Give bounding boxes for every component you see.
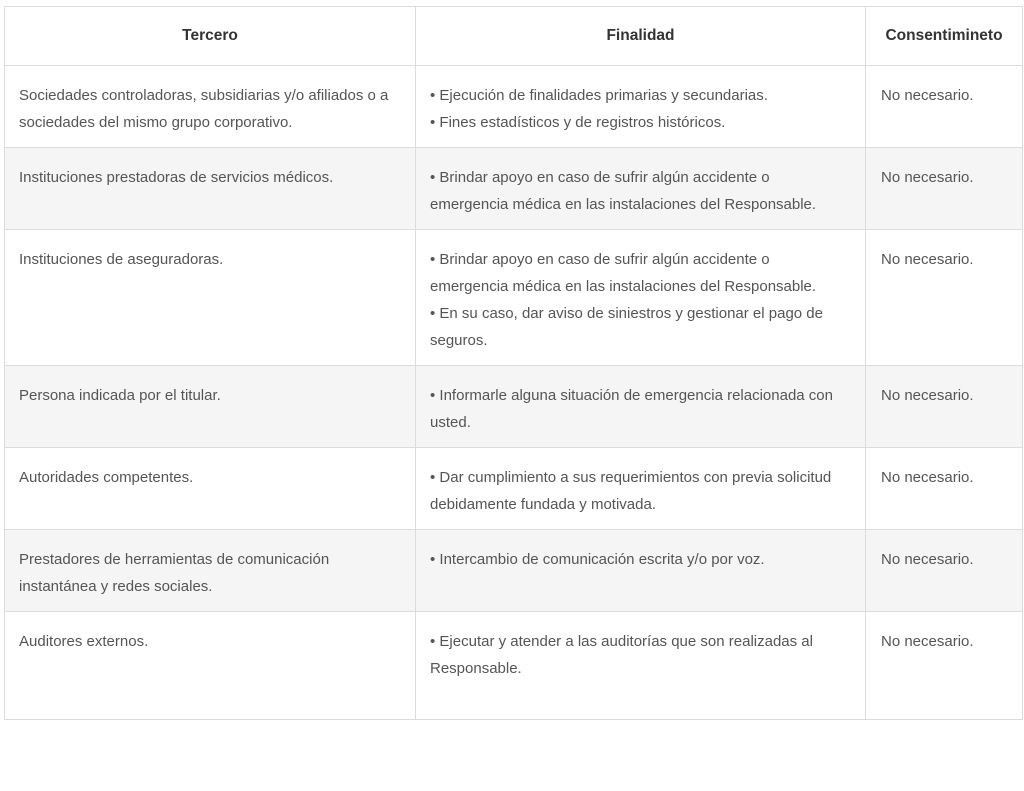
cell-tercero: Autoridades competentes. <box>5 448 416 530</box>
header-tercero: Tercero <box>5 7 416 66</box>
cell-consentimiento: No necesario. <box>866 530 1023 612</box>
cell-finalidad <box>416 448 866 530</box>
cell-tercero: Instituciones de aseguradoras. <box>5 230 416 366</box>
finalidad-item: • Dar cumplimiento a sus requerimientos con previa solicitud debidamente fundada y motivada. <box>430 464 851 518</box>
table-row <box>5 448 1023 530</box>
header-finalidad: Finalidad <box>416 7 866 66</box>
table-row <box>5 530 1023 612</box>
cell-tercero: Instituciones prestadoras de servicios médicos. <box>5 148 416 230</box>
finalidad-item: • Ejecución de finalidades primarias y secundarias. <box>430 82 851 109</box>
cell-consentimiento: No necesario. <box>866 612 1023 720</box>
third-parties-table-container <box>4 6 1022 720</box>
finalidad-item: • Fines estadísticos y de registros históricos. <box>430 109 851 136</box>
header-consentimiento: Consentimineto <box>866 7 1023 66</box>
table-row <box>5 366 1023 448</box>
cell-consentimiento: No necesario. <box>866 66 1023 148</box>
cell-tercero: Auditores externos. <box>5 612 416 720</box>
table-row <box>5 230 1023 366</box>
third-parties-table <box>4 6 1023 720</box>
table-row <box>5 612 1023 720</box>
cell-finalidad <box>416 230 866 366</box>
table-row <box>5 148 1023 230</box>
cell-finalidad <box>416 612 866 720</box>
cell-tercero: Prestadores de herramientas de comunicación instantánea y redes sociales. <box>5 530 416 612</box>
finalidad-item: • En su caso, dar aviso de siniestros y gestionar el pago de seguros. <box>430 300 851 354</box>
table-header-row <box>5 7 1023 66</box>
cell-tercero: Sociedades controladoras, subsidiarias y/o afiliados o a sociedades del mismo grupo corporativo. <box>5 66 416 148</box>
table-row <box>5 66 1023 148</box>
cell-finalidad <box>416 66 866 148</box>
cell-finalidad <box>416 148 866 230</box>
finalidad-item: • Brindar apoyo en caso de sufrir algún accidente o emergencia médica en las instalaciones del Responsable. <box>430 246 851 300</box>
cell-consentimiento: No necesario. <box>866 366 1023 448</box>
cell-finalidad <box>416 366 866 448</box>
finalidad-item: • Informarle alguna situación de emergencia relacionada con usted. <box>430 382 851 436</box>
cell-finalidad <box>416 530 866 612</box>
finalidad-item: • Intercambio de comunicación escrita y/o por voz. <box>430 546 851 573</box>
cell-consentimiento: No necesario. <box>866 148 1023 230</box>
cell-consentimiento: No necesario. <box>866 230 1023 366</box>
finalidad-item: • Brindar apoyo en caso de sufrir algún accidente o emergencia médica en las instalaciones del Responsable. <box>430 164 851 218</box>
finalidad-item: • Ejecutar y atender a las auditorías que son realizadas al Responsable. <box>430 628 851 682</box>
cell-consentimiento: No necesario. <box>866 448 1023 530</box>
cell-tercero: Persona indicada por el titular. <box>5 366 416 448</box>
